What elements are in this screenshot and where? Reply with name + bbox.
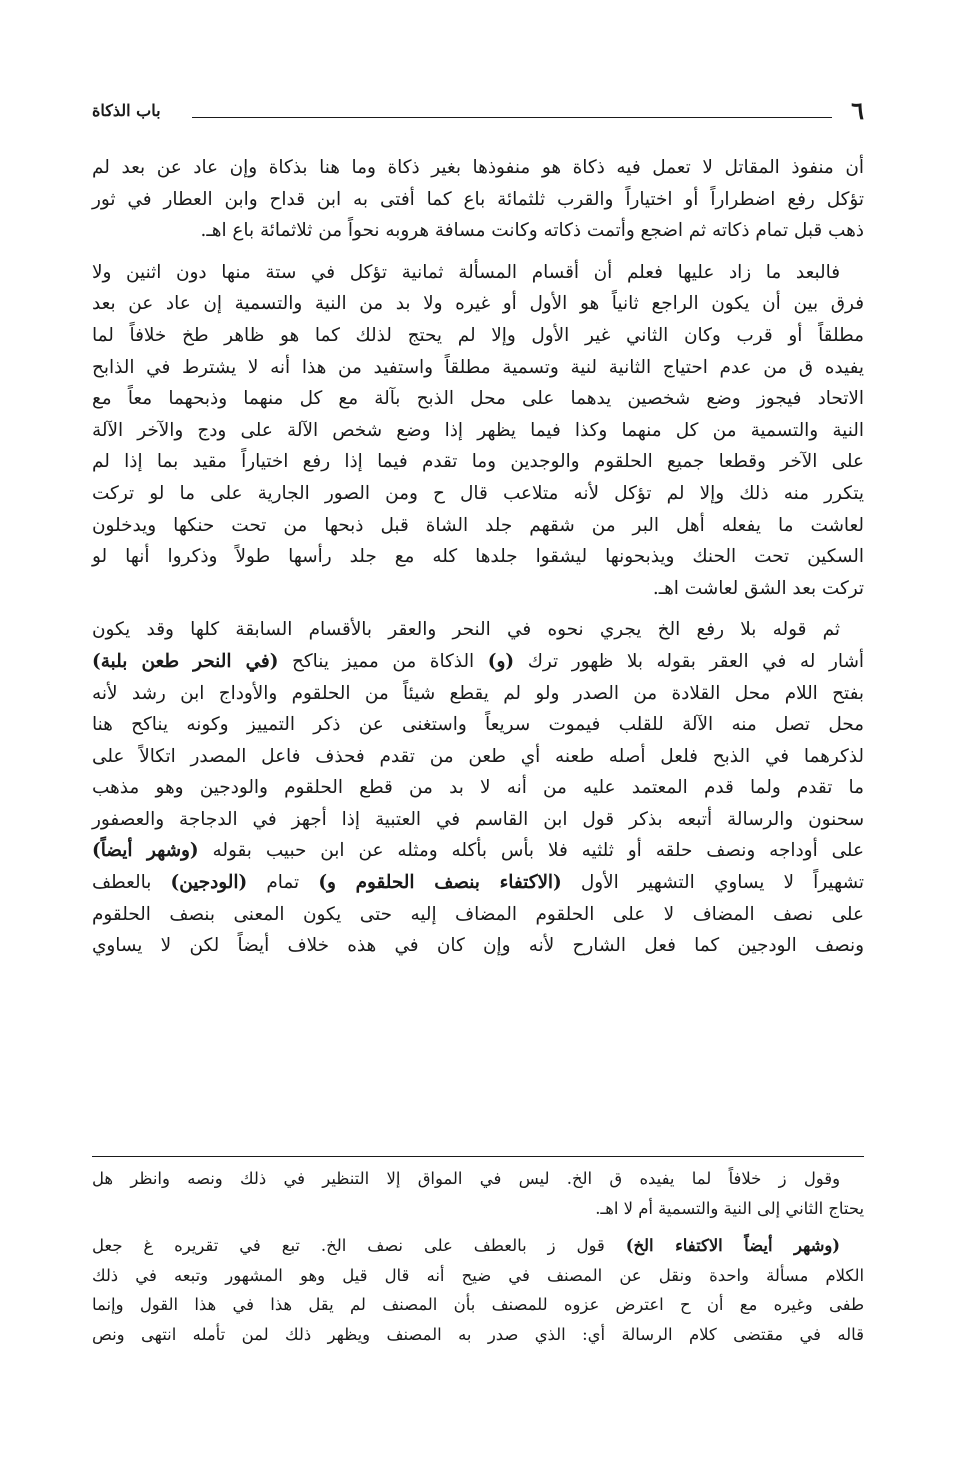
footnote-line: قاله في مقتضى كلام الرسالة أي: الذي صدر به المصنف ويظهر ذلك لمن تأمله انتهى ونص — [92, 1324, 864, 1344]
text-span: أشار له في العقر بقوله بلا ظهور ترك — [527, 650, 864, 672]
text-line: ثم قوله بلا رفع الخ يجري نحوه في النحر والعقر بالأقسام السابقة كلها وقد يكون — [92, 619, 840, 641]
text-line: مطلقاً أو قرب وكان الثاني غير الأول وإلا لم يحتج لذلك كما هو ظاهر طخ خلافاً لما — [92, 324, 864, 346]
paragraph — [92, 614, 864, 962]
paragraph — [92, 257, 864, 605]
text-line: ونصف الودجين كما فعل الشارح لأنه وإن كان في هذه خلاف أيضاً لكن لا يساوي — [92, 935, 864, 957]
text-span: الذكاة من مميز يناكح — [278, 650, 488, 672]
text-line: ذهب قبل تمام ذكاته ثم اضجع وأتمت ذكاته وكانت مسافة هروبه نحواً من ثلاثمائة باع اهـ. — [200, 220, 864, 242]
footnote-line: طفى وغيره مع أن ح اعترض عزوه للمصنف بأن المصنف لم يقل هذا في هذا القول وإنما — [92, 1295, 864, 1315]
text-line — [92, 867, 864, 899]
text-span: على أوداجه ونصف حلقه أو ثلثيه فلا بأس بأكله ومثله عن ابن حبيب بقوله — [212, 840, 864, 862]
header-rule — [192, 117, 832, 118]
text-line: على الآخر وقطعا جميع الحلقوم والوجدين وما تقدم فيما إذا رفع اختياراً مقيد بما إذا لم — [92, 451, 864, 473]
text-line: فرق بين أن يكون الراجع ثانياً هو الأول أو غيره ولا بد من النية والتسمية إن عاد عن بعد — [92, 293, 864, 315]
text-line — [92, 646, 864, 678]
text-line: تؤكل رفع اضطراراً أو اختياراً والقرب ثلثمائة باع كما أفتى به ابن قداح وابن العطار في ثور — [92, 188, 864, 210]
bold-term: (الودجين) — [170, 872, 248, 894]
footnote — [92, 1231, 864, 1349]
text-line: بفتح اللام محل القلادة من الصدر ولو لم يقطع شيئاً من الحلقوم والأوداج ابن رشد لأنه — [92, 682, 864, 704]
text-line: سحنون والرسالة أتبعه بذكر قول ابن القاسم في العتبية إذا أجهز في الدجاجة والعصفور — [92, 808, 864, 830]
bold-term: (و) — [487, 650, 515, 672]
bold-term: (وشهر أيضاً الاكتفاء الخ) — [625, 1236, 840, 1256]
bold-term: (وشهر أيضاً) — [92, 840, 199, 862]
text-span: تمام — [247, 872, 319, 894]
text-line: أن منفوذ المقاتل لا تعمل فيه ذكاة هو منفوذها بغير ذكاة وما هنا بذكاة وإن عاد عن بعد لم — [92, 157, 864, 178]
footnote-line: يحتاج الثاني إلى النية والتسمية أم لا اهـ. — [595, 1198, 864, 1218]
text-line — [92, 835, 864, 867]
bold-term: (الاكتفاء بنصف الحلقوم و) — [318, 872, 562, 894]
text-span: قول ز بالعطف على نصف الخ. تبع في تقريره غ جعل — [92, 1236, 626, 1256]
text-line: يتكرر منه ذلك وإلا لم تؤكل لأنه متلاعب قال ح ومن الصور الجارية على ما لو تركت — [92, 482, 864, 504]
footnotes — [92, 1164, 864, 1350]
page-number: ٦ — [851, 96, 864, 125]
main-text — [92, 152, 864, 962]
text-line: يفيده ق من عدم احتياج الثانية لنية وتسمية مطلقاً واستفيد من هذا أنه لا يشترط في الذابح — [92, 356, 864, 378]
chapter-title: باب الذكاة — [92, 101, 161, 120]
text-line: فالبعد ما زاد عليها فعلم أن أقسام المسألة ثمانية تؤكل في ستة منها دون اثنين ولا — [92, 261, 840, 283]
text-line: النية والتسمية من كل منهما وكذا فيما يظهر إذا وضع شخص الآلة على ودج والآخر الآلة — [92, 419, 864, 441]
text-span: بالعطف — [92, 872, 171, 894]
text-line: ما تقدم ولما قدم المعتمد عليه من أنه لا بد من قطع الحلقوم والودجين وهو مذهب — [92, 777, 864, 799]
text-line: السكين تحت الحنك ويذبحونها ليشقوا جلدها كله مع جلد رأسها طولاً وذكروا أنها لو — [92, 546, 864, 568]
text-line: لعاشت ما يفعله أهل البر من شقهم جلد الشاة قبل ذبحها من تحت حنكها ويدخلون — [92, 514, 864, 536]
text-line: تركت بعد الشق لعاشت اهـ. — [652, 577, 864, 599]
paragraph — [92, 152, 864, 247]
footnote-line: وقول ز خلافاً لما يفيده ق الخ. ليس في المواق إلا التنظير في ذلك ونصه وانظر هل — [92, 1169, 840, 1188]
footnote-line — [92, 1231, 864, 1261]
text-line: الاتحاد فيجوز وضع شخصين يدهما على محل الذبح بآلة مع كل منهما وذبحهما معاً مع — [92, 388, 864, 410]
text-line: على نصف المضاف لا على الحلقوم المضاف إليه حتى يكون المعنى بنصف الحلقوم — [92, 903, 864, 925]
bold-term: (في النحر طعن بلبة) — [92, 650, 279, 672]
text-line: لذكرهما في الذبح فلعل أصله طعنه أي طعن من تقدم فحذف فاعل المصدر اتكالاً على — [92, 745, 864, 767]
running-header — [92, 96, 864, 130]
footnote — [92, 1164, 864, 1223]
footnote-line: الكلام مسألة واحدة ونقل عن المصنف في ضيح أنه قال قيل وهو المشهور وتبعه في ذلك — [92, 1265, 864, 1285]
footnote-separator — [92, 1156, 864, 1157]
text-line: محل تصل منه الآلة للقلب فيموت سريعاً واستغنى عن ذكر التمييز وكونه يناكح هنا — [92, 714, 864, 736]
text-span: تشهيراً لا يساوي التشهير الأول — [580, 872, 864, 894]
